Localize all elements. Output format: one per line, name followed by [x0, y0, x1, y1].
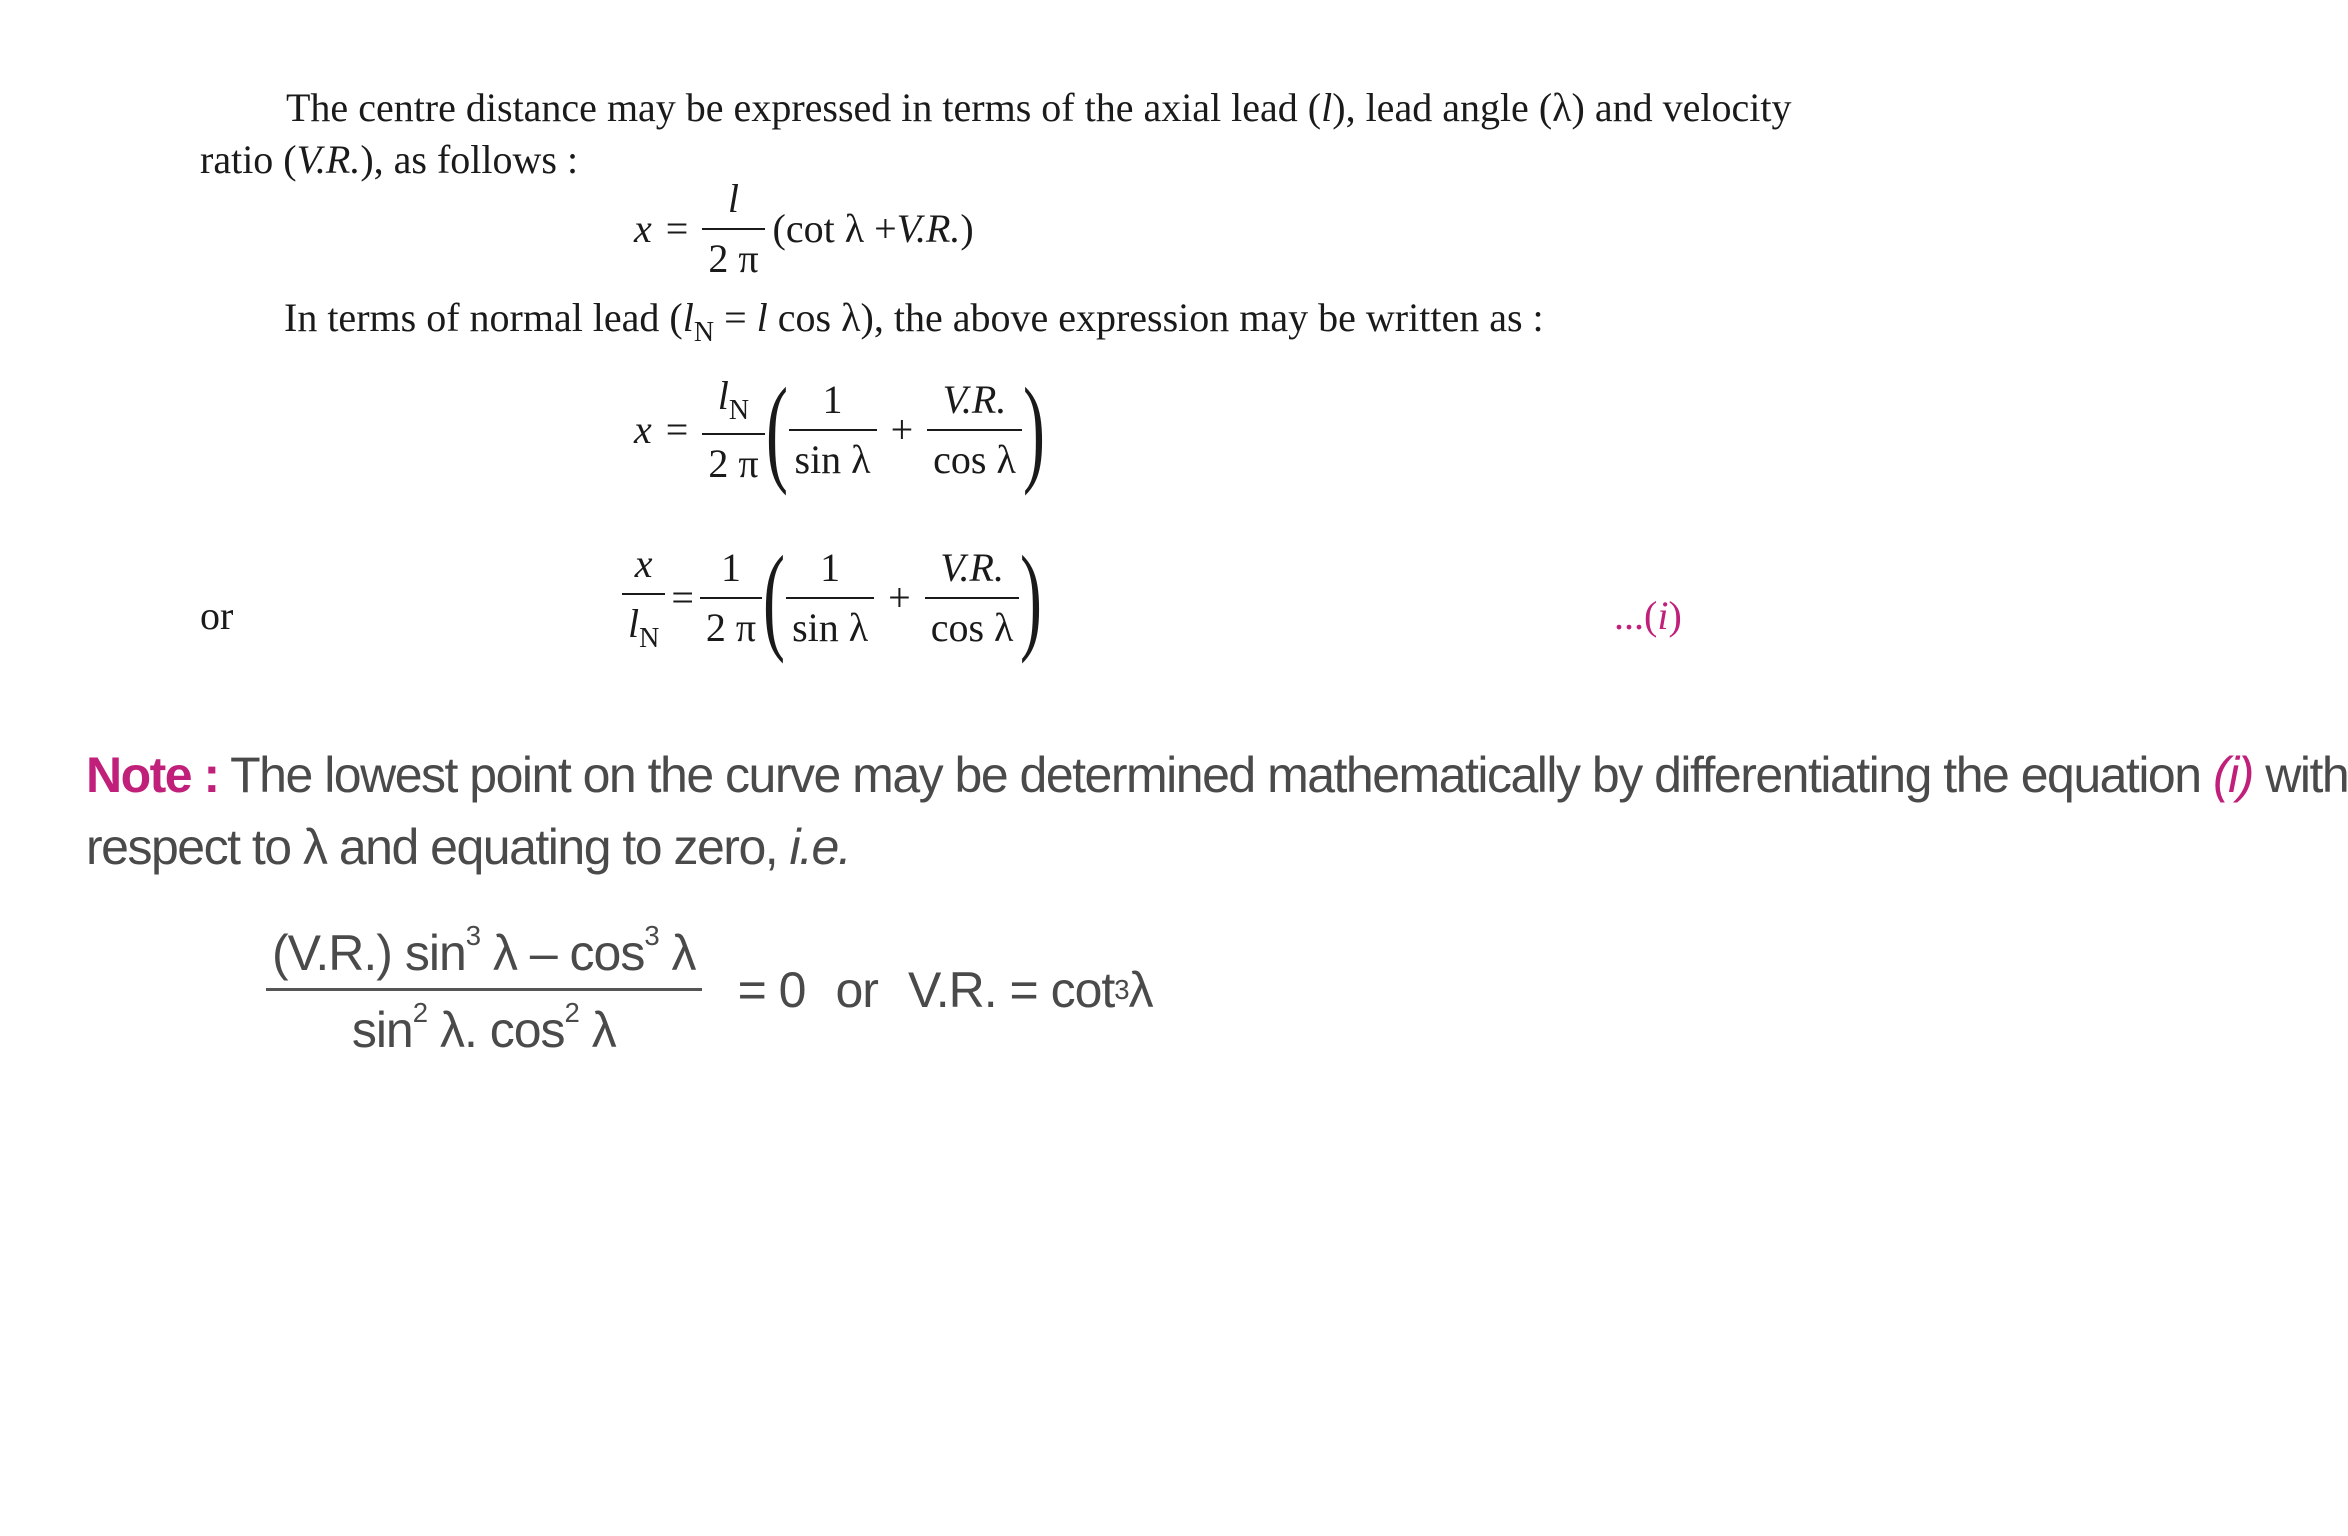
equation-2: x = $\frac{l_N}{2 \pi}$ ( $\frac{1}{\text{sin λ}}$ + $\frac{V.R.}{\text{cos λ}}$ ): [634, 363, 1045, 496]
paragraph-2: In terms of normal lead ($l_N = l$ cos λ), the above expression may be written as :: [284, 295, 1544, 348]
note-line-2: respect to λ and equating to zero, i.e.: [86, 819, 851, 875]
or-label: or: [200, 593, 234, 638]
note-label: Note :: [86, 747, 219, 803]
equation-4: $\frac{(V.R.) \sin^3 \lambda - \cos^3 \lambda}{\sin^2 \lambda. \cos^2 \lambda}$ = 0 or V.R. = cot 3 λ: [266, 920, 1153, 1060]
equation-1: x = $\frac{l}{2 \pi}$ (cot λ + V.R. ): [634, 176, 974, 281]
left-paren: (: [765, 363, 788, 496]
right-paren: ): [1022, 363, 1045, 496]
equation-tag: ...(i): [1614, 593, 1682, 638]
note-line-1: Note : The lowest point on the curve may be determined mathematically by differentiating the equation (i) with: [86, 747, 2348, 803]
equation-3: $\frac{x}{l_N}$ = $\frac{1}{2 \pi}$ ( $\frac{1}{\text{sin λ}}$ + $\frac{V.R.}{\text{cos λ}}$ ): [622, 538, 1043, 658]
paragraph-1-line-1: The centre distance may be expressed in terms of the axial lead (l), lead angle (λ) and velocity: [286, 85, 1792, 130]
fraction-l-over-2pi: $\frac{l}{2 \pi}$: [702, 176, 764, 282]
paragraph-1-line-2: ratio (V.R.), as follows :: [200, 137, 579, 182]
